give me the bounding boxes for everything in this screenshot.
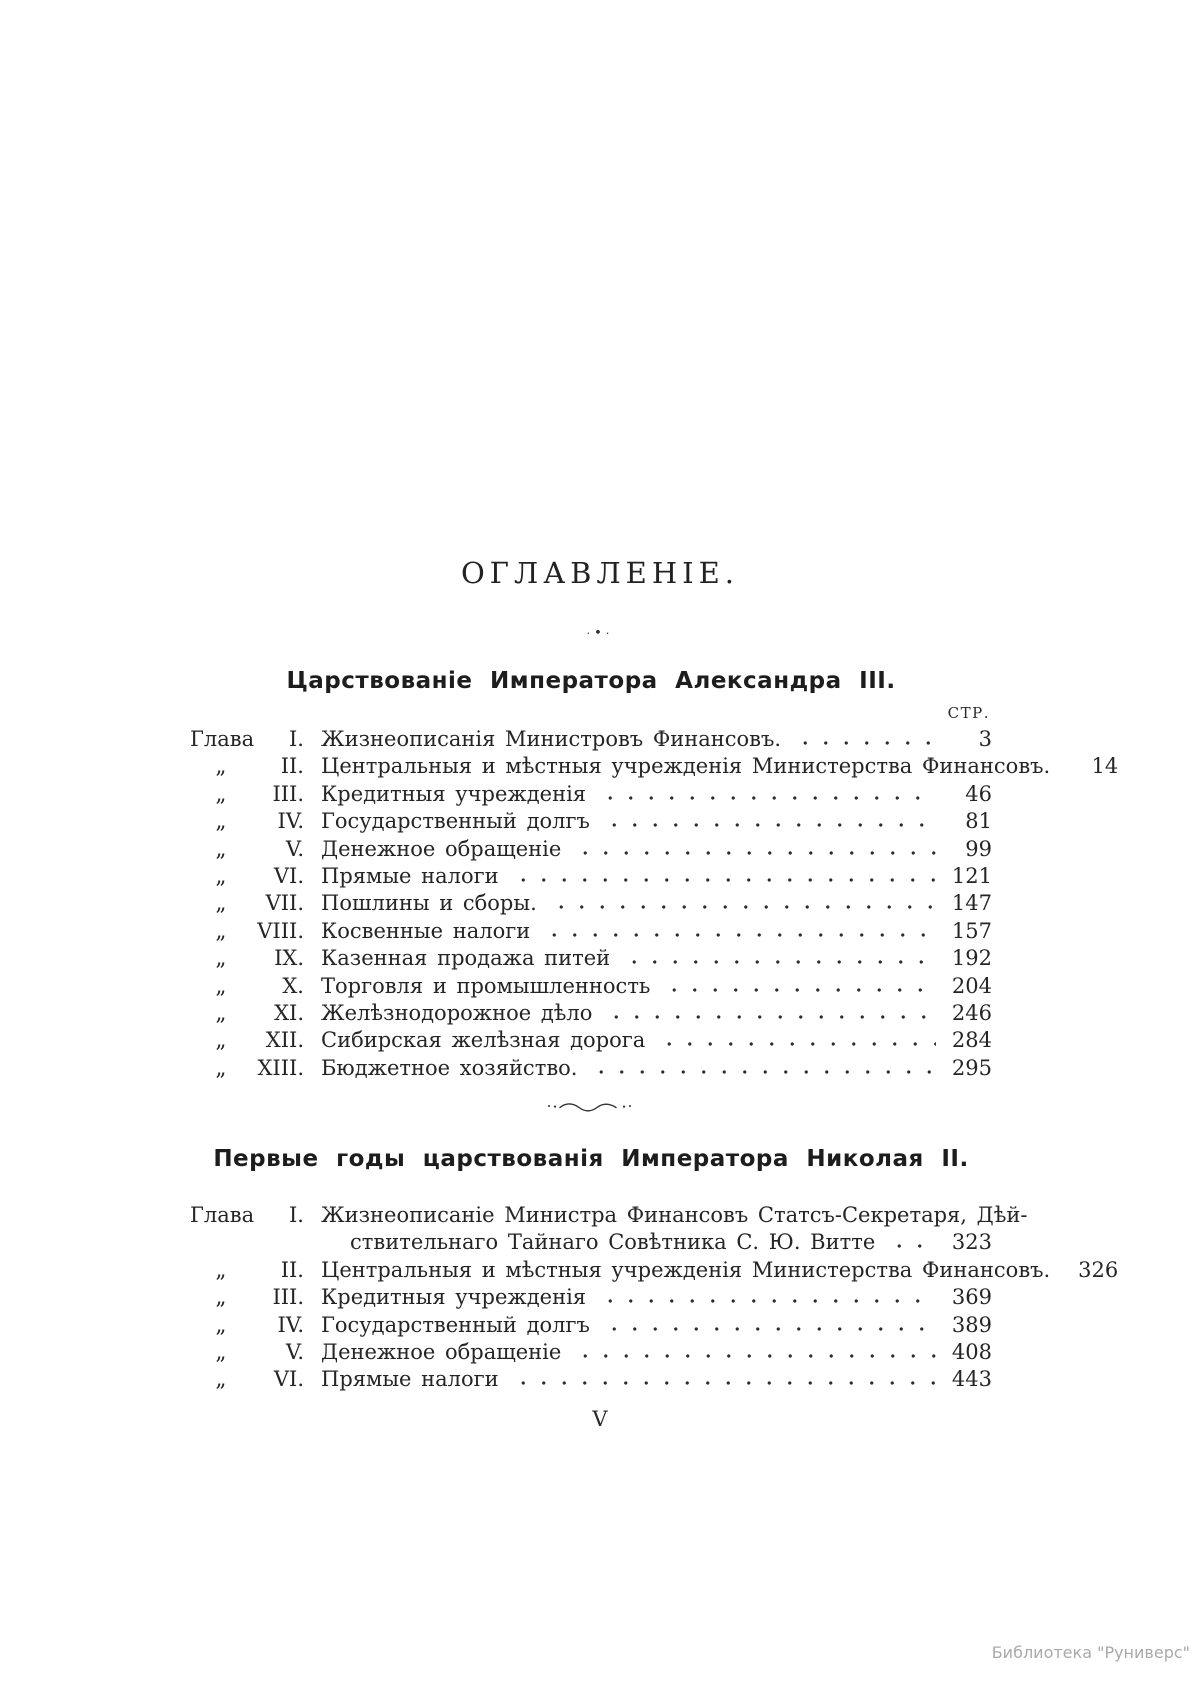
chapter-word: „: [215, 1367, 227, 1392]
section-divider-ornament-icon: [190, 1098, 992, 1117]
dot-leader: [887, 1243, 936, 1249]
chapter-title: Прямые налоги: [321, 1367, 499, 1392]
table-row: [190, 781, 992, 808]
chapter-page-number: 389: [951, 1312, 992, 1337]
chapter-word: „: [215, 1000, 227, 1025]
chapter-numeral: V.: [285, 836, 304, 861]
table-row: [190, 1229, 992, 1256]
chapter-numeral: VI.: [273, 863, 304, 888]
table-row: [190, 836, 992, 863]
chapter-title: Пошлины и сборы.: [321, 891, 537, 916]
chapter-numeral: III.: [272, 1285, 304, 1310]
dot-leader: [622, 959, 936, 965]
chapter-word: „: [215, 973, 227, 998]
chapter-page-number: 246: [951, 1000, 992, 1025]
table-row: [190, 863, 992, 890]
chapter-title: Государственный долгъ: [321, 1312, 590, 1337]
dot-leader: [793, 740, 936, 746]
table-row: [190, 1366, 992, 1393]
chapter-title: Сибирская желѣзная дорога: [321, 1028, 646, 1053]
chapter-word: „: [215, 781, 227, 806]
chapter-title: Кредитныя учрежденія: [321, 781, 587, 806]
chapter-word: „: [215, 836, 227, 861]
chapter-word: „: [215, 946, 227, 971]
chapter-title: Денежное обращеніе: [321, 1339, 562, 1364]
chapter-page-number: 326: [1078, 1257, 1119, 1282]
chapter-numeral: II.: [280, 754, 304, 779]
chapter-numeral: XII.: [265, 1028, 304, 1053]
chapter-page-number: 81: [965, 809, 992, 834]
table-row: [190, 973, 992, 1000]
dot-leader: [511, 1380, 936, 1386]
chapter-page-number: 443: [951, 1367, 992, 1392]
chapter-numeral: VI.: [273, 1367, 304, 1392]
chapter-title: Кредитныя учрежденія: [321, 1285, 587, 1310]
dot-leader: [598, 1298, 936, 1304]
chapter-page-number: 323: [951, 1230, 992, 1255]
chapter-numeral: I.: [289, 727, 304, 751]
chapter-title: Косвенные налоги: [321, 918, 531, 943]
page-title: ОГЛАВЛЕНІЕ.: [461, 556, 739, 590]
chapter-page-number: 204: [951, 973, 992, 998]
chapter-page-number: 157: [951, 918, 992, 943]
chapter-numeral: IV.: [277, 1312, 304, 1337]
chapter-numeral: IV.: [277, 809, 304, 834]
chapter-word: „: [215, 863, 227, 888]
chapter-word: Глава: [190, 727, 255, 751]
chapter-numeral: I.: [289, 1203, 304, 1227]
table-row: [190, 1257, 1119, 1284]
chapter-numeral: IX.: [274, 946, 304, 971]
chapter-page-number: 192: [951, 946, 992, 971]
section-2-heading: Первые годы царствованія Императора Николая II.: [213, 1146, 969, 1172]
chapter-title: Торговля и промышленность: [321, 973, 651, 998]
table-row: [190, 1202, 1028, 1229]
chapter-word: „: [215, 1339, 227, 1364]
chapter-numeral: VII.: [265, 891, 304, 916]
chapter-title-continuation: ствительнаго Тайнаго Совѣтника С. Ю. Витте: [350, 1230, 876, 1255]
chapter-page-number: 408: [951, 1339, 992, 1364]
chapter-page-number: 369: [951, 1285, 992, 1310]
toc-section-2-list: [190, 1202, 1119, 1394]
dot-leader: [598, 795, 936, 801]
chapter-numeral: XIII.: [257, 1055, 304, 1080]
dot-leader: [602, 822, 936, 828]
chapter-page-number: 3: [978, 727, 992, 751]
table-row: [190, 1000, 992, 1027]
chapter-numeral: X.: [282, 973, 304, 998]
chapter-word: „: [215, 891, 227, 916]
toc-section-1-list: [190, 726, 1119, 1082]
chapter-title: Жизнеописанія Министровъ Финансовъ.: [321, 727, 782, 751]
dot-leader: [573, 850, 936, 856]
chapter-word: „: [215, 1055, 227, 1080]
dot-leader: [511, 877, 936, 883]
title-ornament-dots-icon: ·•·: [586, 626, 614, 641]
dot-leader: [573, 1353, 936, 1359]
table-row: [190, 808, 992, 835]
chapter-word: „: [215, 754, 227, 779]
chapter-word: „: [215, 1285, 227, 1310]
table-row: [190, 890, 992, 917]
chapter-title: Центральныя и мѣстныя учрежденія Министерства Финансовъ.: [321, 754, 1051, 779]
chapter-title: Казенная продажа питей: [321, 946, 611, 971]
chapter-numeral: II.: [280, 1257, 304, 1282]
dot-leader: [657, 1041, 936, 1047]
table-row: [190, 1055, 992, 1082]
chapter-page-number: 147: [951, 891, 992, 916]
library-watermark: Библиотека "Руниверс": [991, 1643, 1190, 1662]
chapter-title: Бюджетное хозяйство.: [321, 1055, 578, 1080]
chapter-word: „: [215, 918, 227, 943]
chapter-title: Денежное обращеніе: [321, 836, 562, 861]
dot-leader: [549, 904, 936, 910]
chapter-word: „: [215, 1257, 227, 1282]
chapter-numeral: V.: [285, 1339, 304, 1364]
table-row: [190, 945, 992, 972]
chapter-title: Центральныя и мѣстныя учрежденія Министерства Финансовъ.: [321, 1257, 1051, 1282]
chapter-word: Глава: [190, 1203, 255, 1227]
chapter-title: Государственный долгъ: [321, 809, 590, 834]
chapter-page-number: 284: [951, 1028, 992, 1053]
dot-leader: [662, 987, 936, 993]
dot-leader: [604, 1014, 936, 1020]
chapter-numeral: XI.: [274, 1000, 304, 1025]
section-1-heading: Царствованіе Императора Александра III.: [286, 668, 896, 694]
table-row: [190, 753, 1119, 780]
chapter-page-number: 46: [965, 781, 992, 806]
chapter-page-number: 99: [965, 836, 992, 861]
table-row: [190, 1312, 992, 1339]
dot-leader: [602, 1326, 936, 1332]
table-row: [190, 726, 992, 753]
chapter-title: Прямые налоги: [321, 863, 499, 888]
chapter-numeral: VIII.: [257, 918, 304, 943]
dot-leader: [589, 1069, 936, 1075]
chapter-page-number: 14: [1091, 754, 1119, 779]
chapter-title: Желѣзнодорожное дѣло: [321, 1000, 593, 1025]
table-row: [190, 918, 992, 945]
folio-page-number: V: [592, 1407, 608, 1431]
chapter-title: Жизнеописаніе Министра Финансовъ Статсъ-Секретаря, Дѣй-: [321, 1203, 1028, 1227]
chapter-page-number: 295: [951, 1055, 992, 1080]
table-row: [190, 1027, 992, 1054]
table-row: [190, 1339, 992, 1366]
page-column-header: СТР.: [947, 704, 990, 722]
table-row: [190, 1284, 992, 1311]
chapter-word: „: [215, 809, 227, 834]
dot-leader: [542, 932, 936, 938]
chapter-word: „: [215, 1028, 227, 1053]
chapter-word: „: [215, 1312, 227, 1337]
chapter-page-number: 121: [951, 863, 992, 888]
chapter-numeral: III.: [272, 781, 304, 806]
